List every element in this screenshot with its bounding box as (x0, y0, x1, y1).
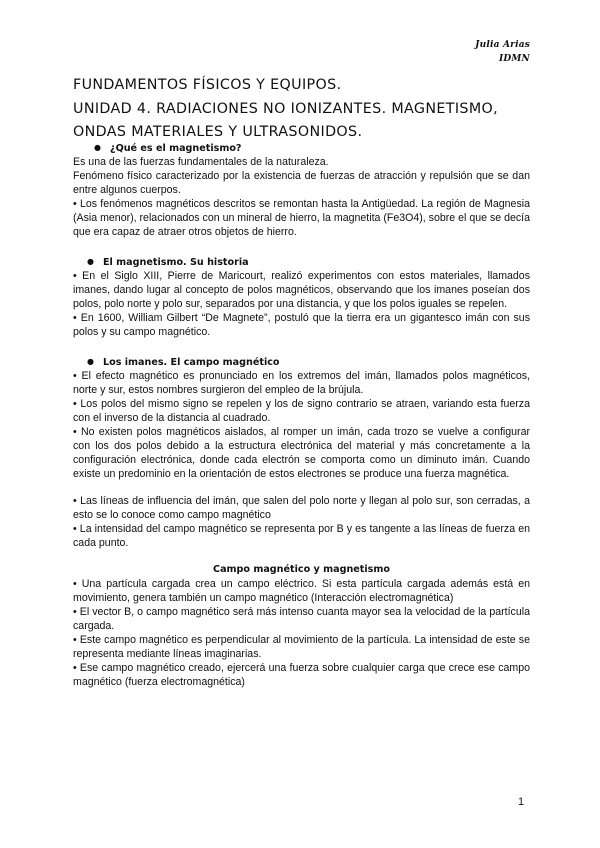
paragraph: • Este campo magnético es perpendicular al movimiento de la partícula. La intensidad de este se representa mediante líneas imaginarias. (73, 634, 530, 660)
document-title (73, 74, 543, 145)
title-line: FUNDAMENTOS FÍSICOS Y EQUIPOS. (73, 77, 342, 93)
page-number: 1 (518, 796, 525, 808)
title-line: UNIDAD 4. RADIACIONES NO IONIZANTES. MAGNETISMO, (73, 100, 499, 117)
author-name: Julia Arias (475, 40, 530, 50)
section-heading: Campo magnético y magnetismo (213, 564, 390, 575)
paragraph: • Ese campo magnético creado, ejercerá una fuerza sobre cualquier carga que crece ese campo magnético (fuerza electromagnética) (73, 662, 530, 688)
paragraph: • El efecto magnético es pronunciado en los extremos del imán, llamados polos magnéticos, norte y sur, estos nombres surgieron del empleo de la brújula. (73, 370, 530, 396)
paragraph: • En el Siglo XIII, Pierre de Maricourt, realizó experimentos con estos materiales, llamados imanes, dando lugar al concepto de polos magnéticos, observando que los imanes poseían dos polos, polo norte y polo sur, separados por una distancia, y que los polos iguales se repelen. (73, 270, 530, 310)
paragraph: • El vector B, o campo magnético será más intenso cuanta mayor sea la velocidad de la partícula cargada. (73, 606, 530, 632)
bullet-icon: ● (87, 357, 94, 366)
paragraph: Es una de las fuerzas fundamentales de la naturaleza. (73, 156, 329, 168)
paragraph: • Una partícula cargada crea un campo eléctrico. Si esta partícula cargada además está en movimiento, genera también un campo magnético (Interacción electromagnética) (73, 578, 530, 604)
paragraph: • En 1600, William Gilbert “De Magnete”, postuló que la tierra era un gigantesco imán con sus polos y su campo magnético. (73, 312, 530, 338)
organization: IDMN (498, 54, 530, 64)
section-heading: ● El magnetismo. Su historia (87, 257, 249, 268)
paragraph: • Los polos del mismo signo se repelen y los de signo contrario se atraen, variando esta fuerza con el inverso de la distancia al cuadrado. (73, 398, 530, 424)
section-heading: ● ¿Qué es el magnetismo? (94, 143, 242, 154)
paragraph: • Los fenómenos magnéticos descritos se remontan hasta la Antigüedad. La región de Magnesia (Asia menor), relacionados con un mineral de hierro, la magnetita (Fe3O4), sobre el que se decía que era capaz de atraer otros objetos de hierro. (73, 198, 530, 238)
paragraph: • No existen polos magnéticos aislados, al romper un imán, cada trozo se vuelve a configurar con los dos polos debido a la estructura electrónica del material y más concretamente a la configuración electrónica, donde cada electrón se comporta como un diminuto imán. Cuando existe un predominio en la orientación de estos electrones se produce una fuerza magnética. (73, 426, 530, 480)
paragraph: Fenómeno físico caracterizado por la existencia de fuerzas de atracción y repulsión que se dan entre algunos cuerpos. (73, 170, 530, 196)
paragraph: • La intensidad del campo magnético se representa por B y es tangente a las líneas de fuerza en cada punto. (73, 523, 530, 549)
page-header (475, 38, 530, 66)
title-line: ONDAS MATERIALES Y ULTRASONIDOS. (73, 124, 363, 140)
bullet-icon: ● (94, 143, 101, 152)
document-body (73, 141, 530, 689)
paragraph: • Las líneas de influencia del imán, que salen del polo norte y llegan al polo sur, son cerradas, a esto se lo conoce como campo magnético (73, 495, 530, 521)
bullet-icon: ● (87, 257, 94, 266)
section-heading: ● Los imanes. El campo magnético (87, 357, 280, 368)
